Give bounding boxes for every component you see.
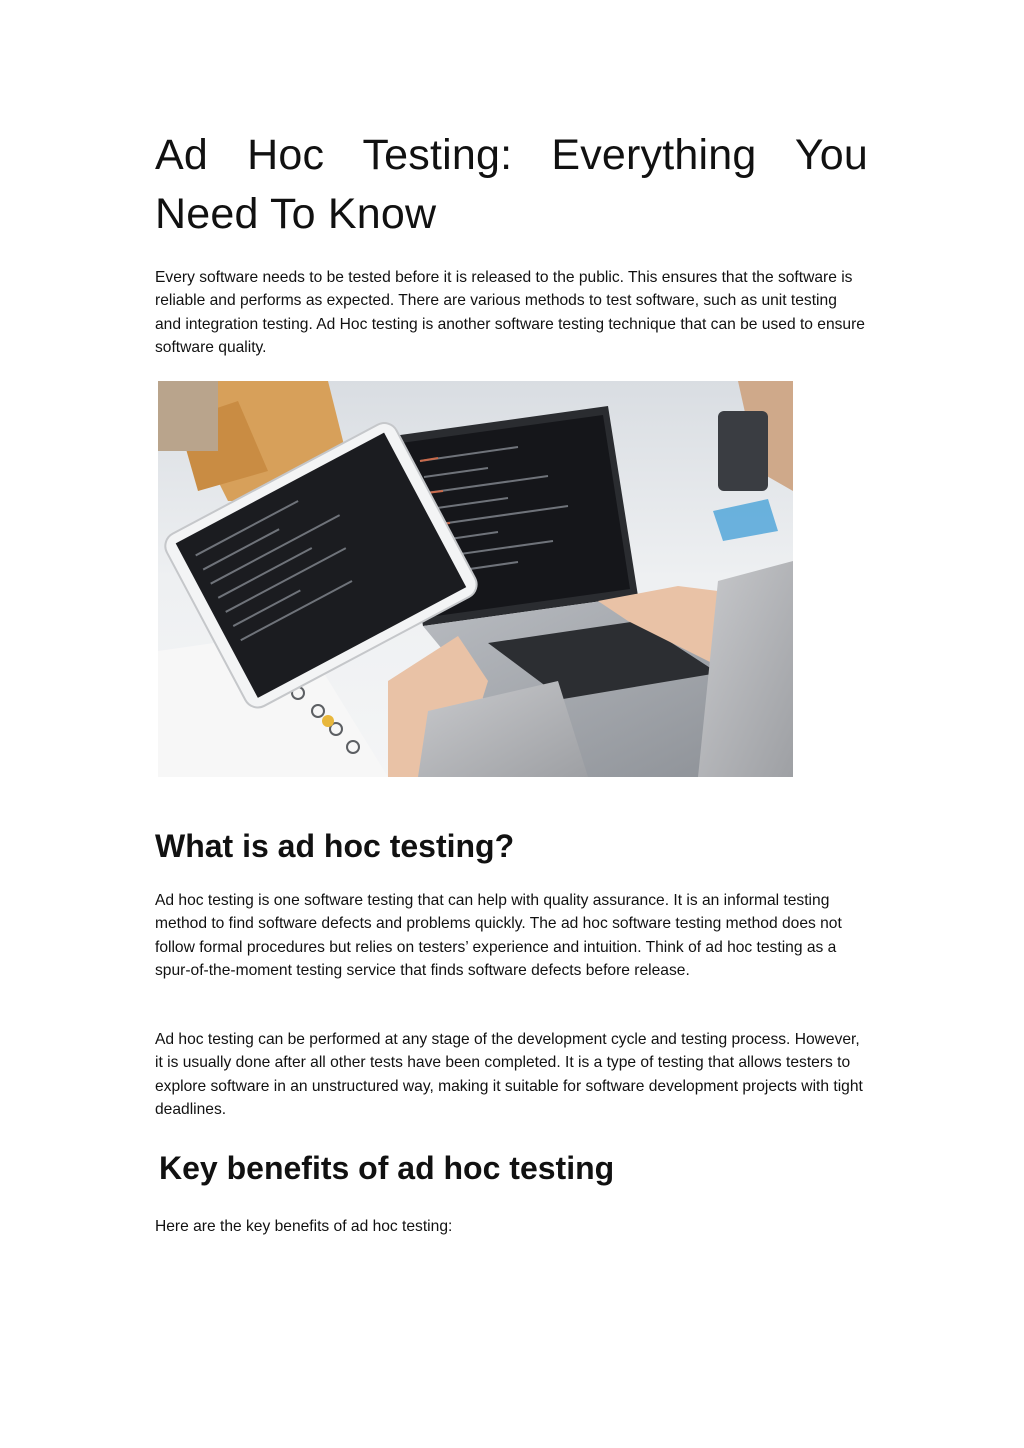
title-line-1 <box>155 126 868 185</box>
title-line-2: Need To Know <box>155 190 437 238</box>
photo-illustration <box>158 381 793 777</box>
what-is-paragraph-2: Ad hoc testing can be performed at any stage of the development cycle and testing process. However, it is usually done after all other tests have been completed. It is a type of testing that allows testers to explore software in an unstructured way, making it suitable for software development projects with tight deadlines. <box>155 1031 863 1118</box>
title-word: Ad <box>155 131 208 179</box>
article-photo <box>158 381 793 777</box>
intro-paragraph: Every software needs to be tested before it is released to the public. This ensures that the software is reliable and performs as expected. There are various methods to test software, such as unit testing and integration testing. Ad Hoc testing is another software testing technique that can be used to ensure software quality. <box>155 269 865 356</box>
section-heading-key-benefits: Key benefits of ad hoc testing <box>159 1150 615 1186</box>
what-is-paragraph-1: Ad hoc testing is one software testing that can help with quality assurance. It is an informal testing method to find software defects and problems quickly. The ad hoc software testing method does not follow formal procedures but relies on testers’ experience and intuition. Think of ad hoc testing as a spur-of-the-moment testing service that finds software defects before release. <box>155 892 842 979</box>
title-word: Testing: <box>362 131 513 179</box>
section-heading-what-is: What is ad hoc testing? <box>155 828 515 864</box>
key-benefits-intro: Here are the key benefits of ad hoc testing: <box>155 1218 453 1235</box>
title-word: Everything <box>551 131 757 179</box>
title-word: You <box>794 131 868 179</box>
title-word: Hoc <box>247 131 325 179</box>
page-title <box>155 126 868 244</box>
